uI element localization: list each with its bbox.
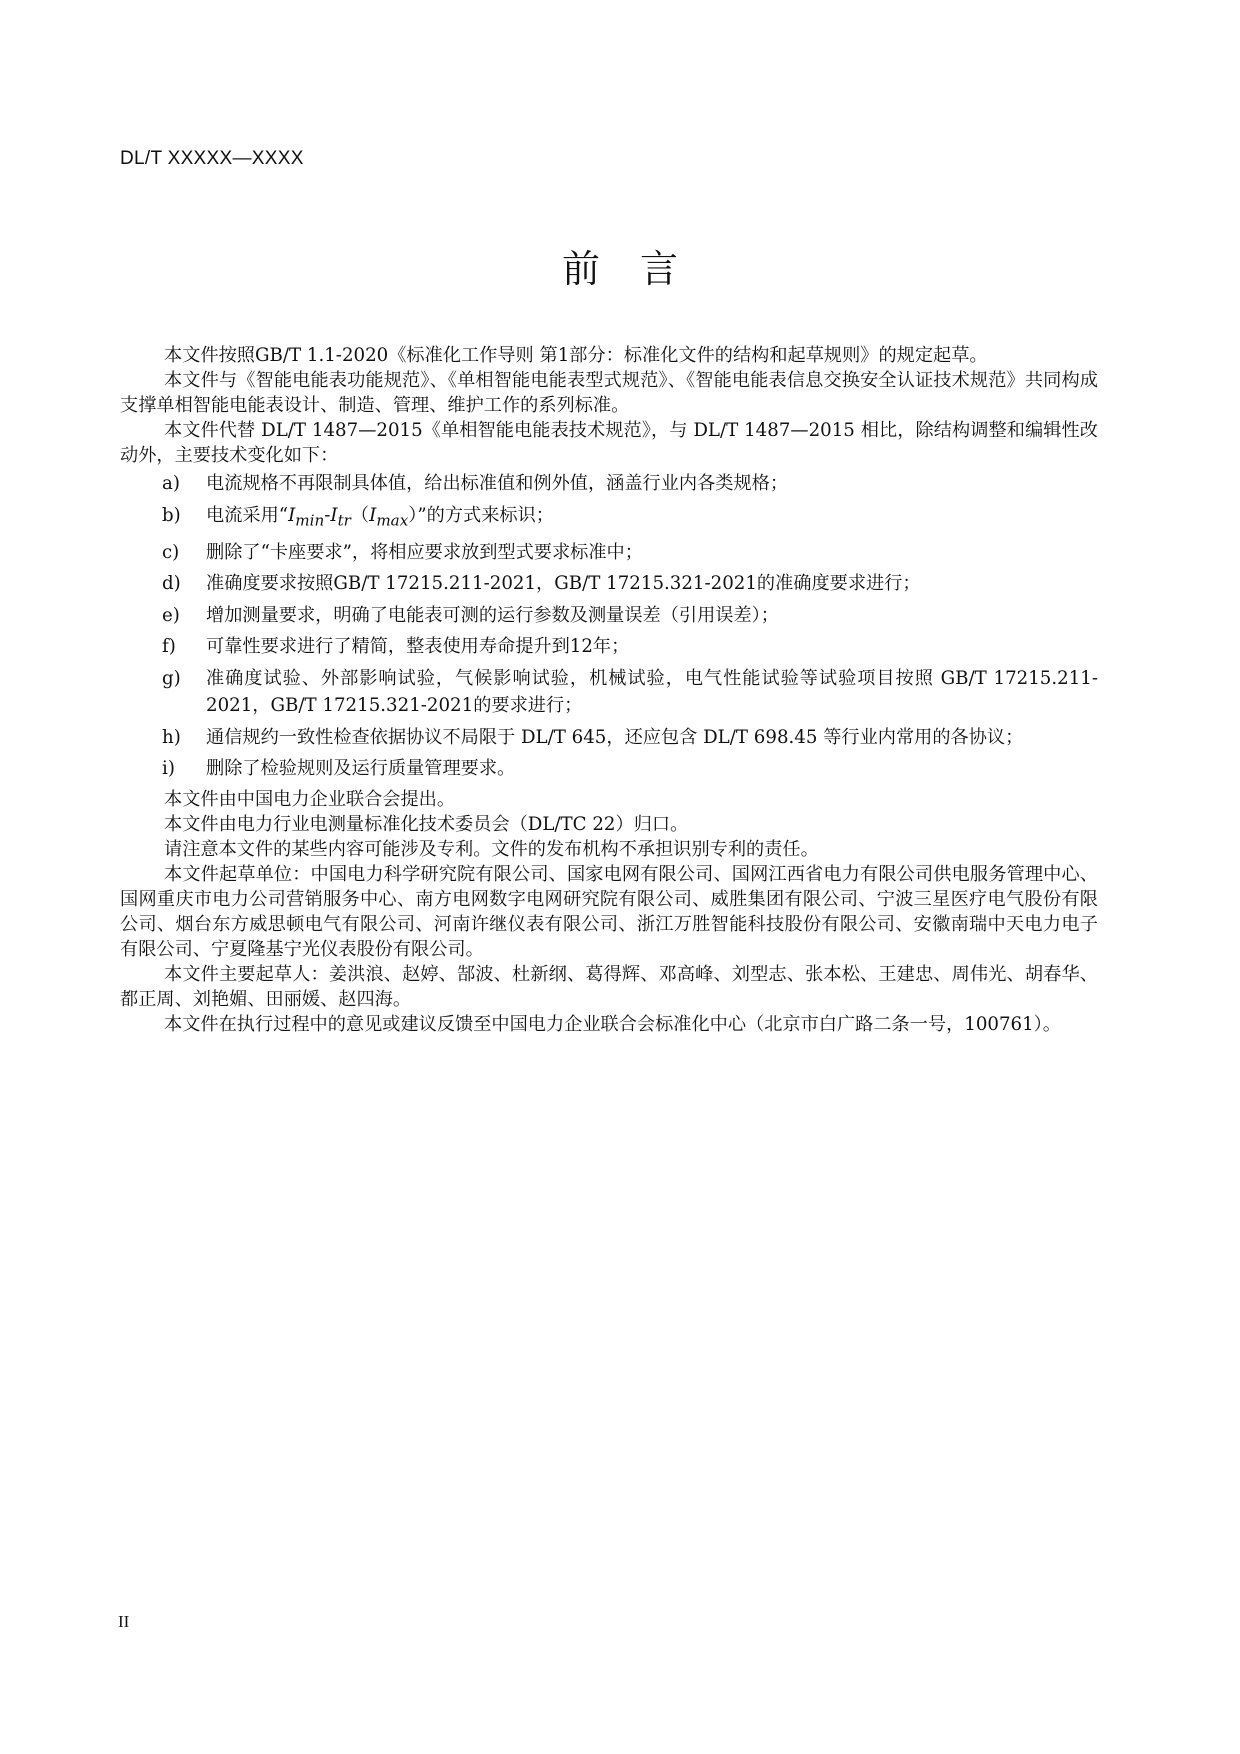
list-item-text: 电流规格不再限制具体值，给出标准值和例外值，涵盖行业内各类规格； (206, 473, 789, 494)
list-item (120, 539, 1098, 567)
paragraph-proposer: 本文件由中国电力企业联合会提出。 (164, 788, 456, 810)
paragraph-drafting-units: 本文件起草单位：中国电力科学研究院有限公司、国家电网有限公司、国网江西省电力有限公司供电服务管理中心、国网重庆市电力公司营销服务中心、南方电网数字电网研究院有限公司、威胜集团有限公司、宁波三星医疗电气股份有限公司、烟台东方威思顿电气有限公司、河南许继仪表有限公司、浙江万胜智能科技股份有限公司、安徽南瑞中天电力电子有限公司、宁夏隆基宁光仪表股份有限公司。 (120, 863, 1098, 960)
list-item (120, 570, 1098, 598)
list-item (120, 502, 1098, 535)
list-item-text: 可靠性要求进行了精简，整表使用寿命提升到12年； (206, 636, 630, 658)
list-item (120, 470, 1098, 498)
list-item-text: 准确度要求按照GB/T 17215.211-2021，GB/T 17215.321-2021的准确度要求进行； (206, 573, 921, 595)
list-marker: f) (162, 636, 176, 658)
list-item (120, 724, 1098, 752)
page-title: 前言 (561, 247, 718, 291)
list-item-text: 增加测量要求，明确了电能表可测的运行参数及测量误差（引用误差）； (206, 604, 779, 626)
paragraph-patent-notice: 请注意本文件的某些内容可能涉及专利。文件的发布机构不承担识别专利的责任。 (164, 838, 819, 860)
list-item-text: 电流采用“$I_{min}-I_{tr}(I_{max})$”的方式来标识； (206, 504, 554, 530)
page-number: II (118, 1612, 130, 1631)
list-marker: b) (162, 504, 181, 526)
list-marker: h) (162, 726, 181, 748)
list-item-text: 删除了“卡座要求”，将相应要求放到型式要求标准中； (206, 541, 643, 563)
list-item (120, 665, 1098, 720)
list-marker: c) (162, 541, 180, 563)
paragraph-drafters: 本文件主要起草人：姜洪浪、赵婷、郜波、杜新纲、葛得辉、邓高峰、刘型志、张本松、王建忠、周伟光、胡春华、都正周、刘艳媚、田丽媛、赵四海。 (120, 963, 1098, 1010)
document-code: DL/T XXXXX—XXXX (120, 148, 304, 169)
list-marker: i) (162, 758, 175, 780)
list-item-text: 通信规约一致性检查依据协议不局限于 DL/T 645，还应包含 DL/T 698.45 等行业内常用的各协议； (206, 726, 1024, 748)
list-item (120, 633, 1098, 661)
paragraph-feedback: 本文件在执行过程中的意见或建议反馈至中国电力企业联合会标准化中心（北京市白广路二条一号，100761）。 (164, 1013, 1061, 1035)
list-marker: g) (162, 667, 181, 689)
paragraph-drafting-rule: 本文件按照GB/T 1.1-2020《标准化工作导则 第1部分：标准化文件的结构和起草规则》的规定起草。 (164, 345, 988, 366)
list-item-text: 准确度试验、外部影响试验，气候影响试验，机械试验，电气性能试验等试验项目按照 GB/T 17215.211-2021，GB/T 17215.321-2021的要求进行； (206, 667, 1098, 717)
foreword-body (120, 343, 1098, 1037)
paragraph-committee: 本文件由电力行业电测量标准化技术委员会（DL/TC 22）归口。 (164, 813, 689, 835)
list-marker: d) (162, 573, 181, 595)
list-item-text: 删除了检验规则及运行质量管理要求。 (206, 758, 516, 780)
list-item (120, 755, 1098, 783)
list-item (120, 602, 1098, 630)
paragraph-related-standards: 本文件与《智能电能表功能规范》、《单相智能电能表型式规范》、《智能电能表信息交换安全认证技术规范》共同构成支撑单相智能电能表设计、制造、管理、维护工作的系列标准。 (120, 370, 1098, 416)
list-marker: a) (162, 473, 180, 494)
list-marker: e) (162, 604, 180, 626)
paragraph-replacement: 本文件代替 DL/T 1487—2015《单相智能电能表技术规范》，与 DL/T 1487—2015 相比，除结构调整和编辑性改动外，主要技术变化如下： (120, 420, 1098, 466)
